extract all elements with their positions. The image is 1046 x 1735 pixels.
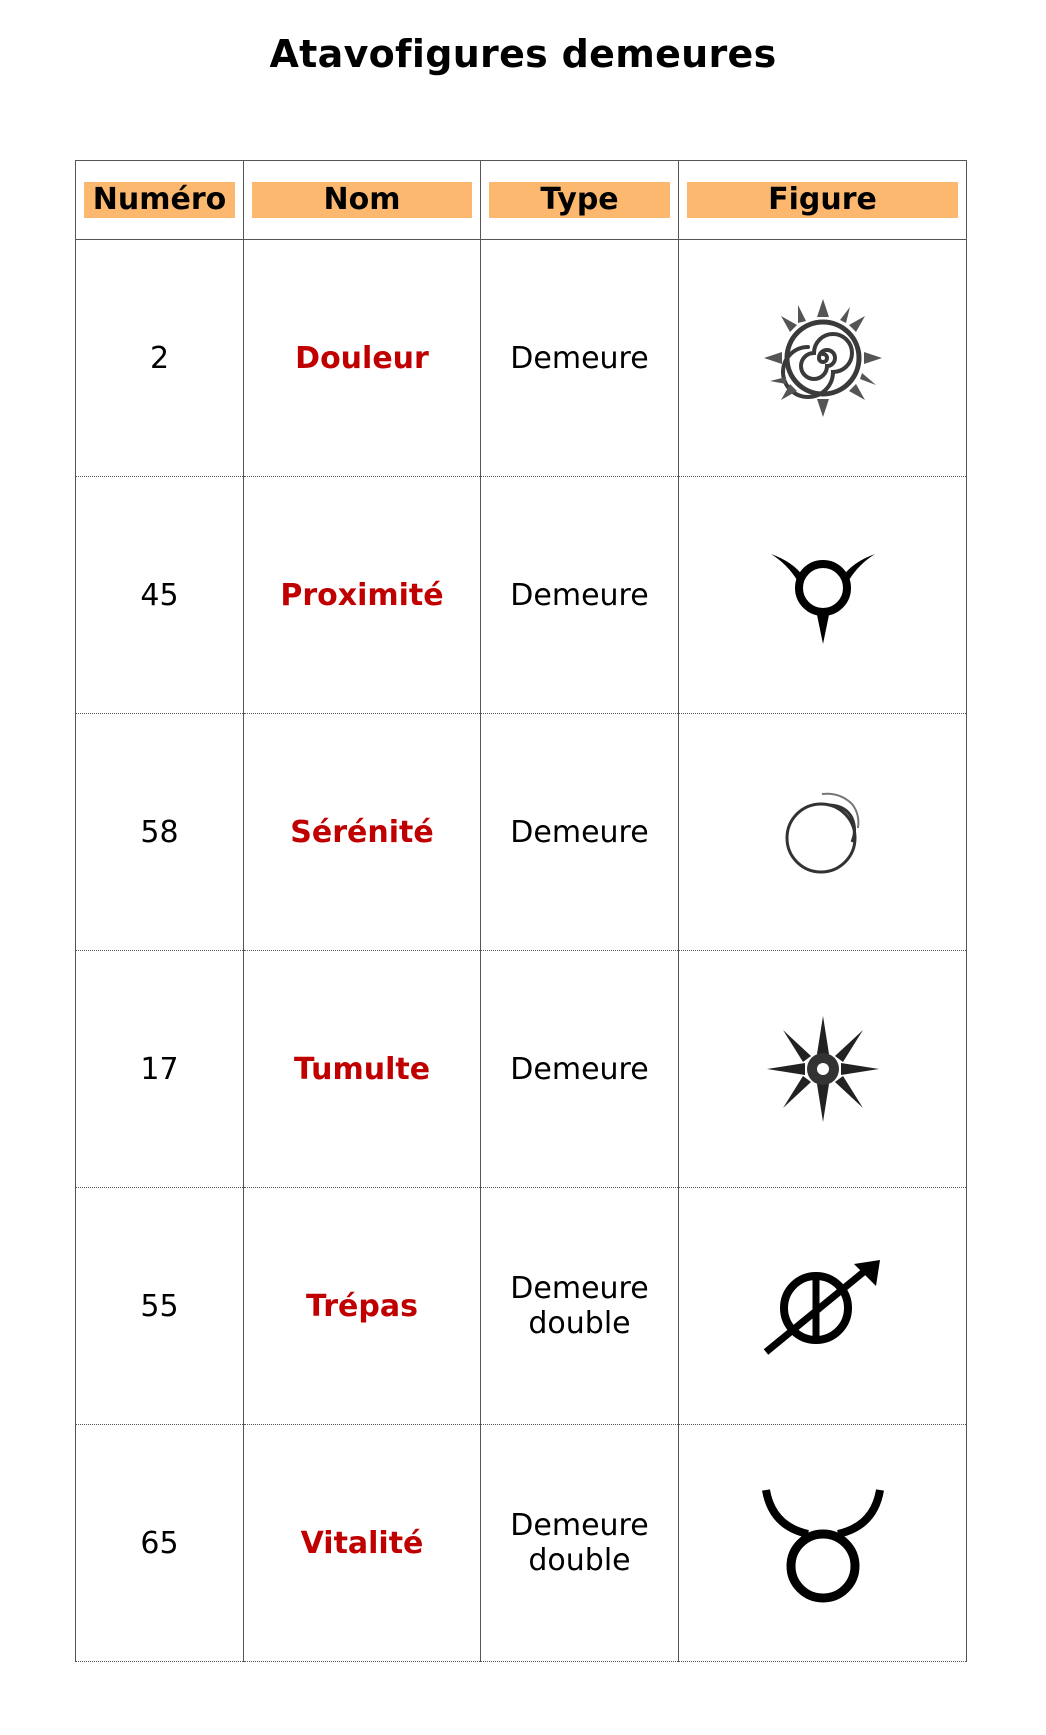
header-label: Nom [252,182,472,218]
cell-figure [679,1425,967,1662]
cell-numero: 55 [76,1188,244,1425]
cell-type: Demeure [481,714,679,951]
table-row [76,1188,967,1425]
cell-figure [679,477,967,714]
cell-nom: Sérénité [244,714,481,951]
header-label: Numéro [84,182,235,218]
cell-nom: Vitalité [244,1425,481,1662]
cell-nom: Trépas [244,1188,481,1425]
header-type [481,161,679,240]
table-row [76,714,967,951]
cell-numero: 58 [76,714,244,951]
cell-type: Demeure [481,240,679,477]
header-numero [76,161,244,240]
cell-numero: 2 [76,240,244,477]
header-label: Type [489,182,670,218]
cell-figure [679,951,967,1188]
header-label: Figure [687,182,958,218]
barred-circle-arrow-icon [758,1256,888,1356]
cell-numero: 45 [76,477,244,714]
table-header-row [76,161,967,240]
cell-nom: Tumulte [244,951,481,1188]
figures-table [75,160,967,1662]
cell-figure [679,1188,967,1425]
cell-nom: Douleur [244,240,481,477]
cell-numero: 17 [76,951,244,1188]
cell-figure [679,714,967,951]
cell-type: Demeure double [481,1425,679,1662]
horned-circle-icon [763,540,883,650]
header-nom [244,161,481,240]
table-row [76,477,967,714]
taurus-icon [758,1478,888,1608]
cell-type: Demeure [481,951,679,1188]
cell-nom: Proximité [244,477,481,714]
open-ring-icon [778,782,868,882]
cell-type: Demeure [481,477,679,714]
cell-numero: 65 [76,1425,244,1662]
spiral-sun-icon [758,293,888,423]
cell-figure [679,240,967,477]
cell-type: Demeure double [481,1188,679,1425]
page-title: Atavofigures demeures [269,32,777,76]
table-row [76,951,967,1188]
table-row [76,1425,967,1662]
table-row [76,240,967,477]
spiky-star-icon [763,1014,883,1124]
header-figure [679,161,967,240]
